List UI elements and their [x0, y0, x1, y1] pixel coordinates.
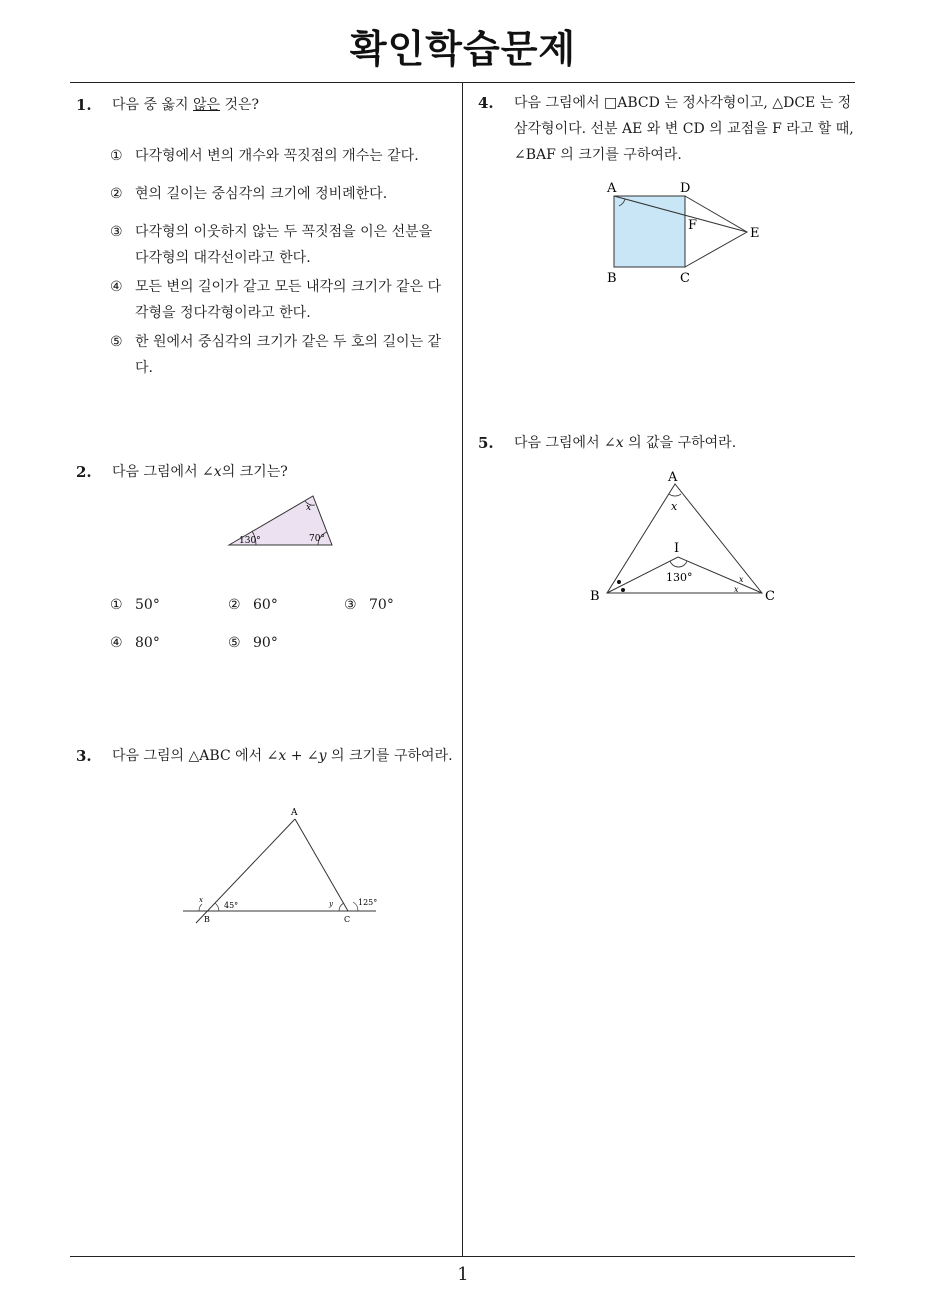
option-marker: ②	[228, 597, 241, 613]
angle-arc	[669, 494, 681, 496]
label-a: A	[291, 808, 298, 818]
question-text: 다음 그림에서 ∠x의 크기는?	[112, 464, 288, 480]
option-marker: ④	[110, 279, 123, 295]
option-text: 60°	[253, 597, 278, 613]
question-number: 1.	[76, 96, 92, 114]
label-a: A	[607, 181, 617, 196]
option-marker: ①	[110, 597, 123, 613]
label-angle-i: 130°	[666, 571, 693, 584]
question-text: 다음 그림에서 ∠x 의 값을 구하여라.	[514, 435, 737, 451]
label-y: y	[329, 900, 333, 908]
option-text: 80°	[135, 635, 160, 651]
label-e: E	[750, 226, 760, 241]
question-text: 다음 중 옳지 않은 것은?	[112, 97, 260, 113]
question-number: 2.	[76, 463, 92, 481]
option-text: 다각형의 이웃하지 않는 두 꼭짓점을 이은 선분을 다각형의 대각선이라고 한다.	[135, 224, 433, 266]
option-marker: ③	[344, 597, 357, 613]
page-number: 1	[457, 1264, 469, 1285]
label-x-top: x	[671, 500, 678, 513]
angle-dot	[621, 588, 625, 592]
option-text: 90°	[253, 635, 278, 651]
label-x-c2: x	[734, 585, 739, 594]
label-d: D	[680, 181, 691, 196]
label-x: x	[306, 503, 312, 513]
label-angle-c: 125°	[358, 898, 378, 907]
option-text: 현의 길이는 중심각의 크기에 정비례한다.	[135, 186, 388, 202]
label-b: B	[204, 915, 210, 924]
option-marker: ③	[110, 224, 123, 240]
option-text: 70°	[369, 597, 394, 613]
option-text: 모든 변의 길이가 같고 모든 내각의 크기가 같은 다각형을 정다각형이라고 한다.	[135, 279, 442, 321]
label-i: I	[674, 541, 680, 556]
label-f: F	[688, 218, 698, 233]
label-b: B	[590, 589, 600, 604]
underlined-word: 않은	[192, 97, 221, 113]
question-number: 5.	[478, 434, 494, 452]
label-c: C	[765, 589, 775, 604]
label-angle-left: 130°	[239, 536, 261, 546]
option-text: 다각형에서 변의 개수와 꼭짓점의 개수는 같다.	[135, 148, 419, 164]
page-title: 확인학습문제	[349, 27, 577, 71]
label-c: C	[680, 271, 690, 286]
label-b: B	[607, 271, 617, 286]
option-marker: ⑤	[110, 334, 123, 350]
label-a: A	[668, 470, 678, 485]
option-marker: ①	[110, 148, 123, 164]
option-text: 50°	[135, 597, 160, 613]
option-marker: ②	[110, 186, 123, 202]
question-number: 3.	[76, 747, 92, 765]
label-angle-b: 45°	[224, 901, 239, 910]
angle-dot	[617, 580, 621, 584]
option-marker: ④	[110, 635, 123, 651]
option-marker: ⑤	[228, 635, 241, 651]
question-text: 다음 그림에서 □ABCD 는 정사각형이고, △DCE 는 정삼각형이다. 선분 AE 와 변 CD 의 교점을 F 라고 할 때, ∠BAF 의 크기를 구하여라.	[514, 95, 854, 163]
label-c: C	[344, 915, 351, 924]
angle-arc	[670, 561, 687, 567]
question-number: 4.	[478, 94, 494, 112]
label-angle-right: 70°	[309, 534, 325, 544]
question-text: 다음 그림의 △ABC 에서 ∠x + ∠y 의 크기를 구하여라.	[112, 748, 453, 764]
label-x-c1: x	[739, 575, 744, 584]
label-x: x	[199, 896, 203, 904]
option-text: 한 원에서 중심각의 크기가 같은 두 호의 길이는 같다.	[135, 334, 442, 376]
